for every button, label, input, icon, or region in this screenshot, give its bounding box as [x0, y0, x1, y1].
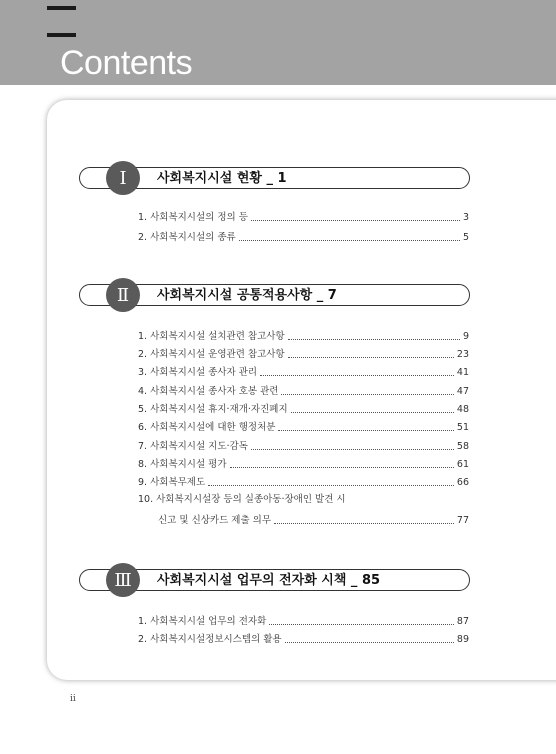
toc-entry-page: 5	[462, 232, 469, 243]
dot-leader	[288, 357, 454, 358]
toc-entry-label: 2. 사회복지시설의 종류	[138, 232, 236, 243]
toc-entry-label: 6. 사회복지시설에 대한 행정처분	[138, 422, 276, 433]
page-title: Contents	[60, 44, 193, 82]
toc-entry[interactable]	[138, 384, 469, 398]
header-bar-top	[47, 6, 76, 10]
toc-entry-label: 9. 사회복무제도	[138, 477, 206, 488]
section-1-title[interactable]: 사회복지시설 현황 _ 1	[157, 171, 287, 186]
toc-entry-label: 7. 사회복지시설 지도·감독	[138, 441, 248, 452]
toc-entry-label[interactable]: 10. 사회복지시설장 등의 실종아동·장애인 발견 시	[138, 494, 346, 505]
page-number: ii	[70, 694, 76, 704]
dot-leader	[285, 642, 454, 643]
toc-entry[interactable]	[138, 420, 469, 434]
dot-leader	[288, 339, 460, 340]
header-bar-bottom	[47, 33, 76, 37]
dot-leader	[269, 624, 454, 625]
dot-leader	[274, 523, 454, 524]
header-band	[0, 0, 556, 85]
dot-leader	[208, 485, 454, 486]
toc-entry[interactable]	[138, 614, 469, 628]
toc-entry[interactable]	[138, 347, 469, 361]
toc-entry-page: 61	[456, 459, 469, 470]
toc-entry-page: 48	[456, 404, 469, 415]
toc-entry-label: 2. 사회복지시설정보시스템의 활용	[138, 634, 282, 645]
toc-entry-label: 5. 사회복지시설 휴지·재개·자진폐지	[138, 404, 288, 415]
dot-leader	[230, 467, 454, 468]
toc-entry-page: 77	[456, 515, 469, 526]
section-3-numeral: Ⅲ	[106, 563, 140, 597]
toc-entry-label: 신고 및 신상카드 제출 의무	[158, 515, 272, 526]
dot-leader	[260, 375, 454, 376]
toc-entry-label: 4. 사회복지시설 종사자 호봉 관련	[138, 386, 279, 397]
dot-leader	[239, 240, 460, 241]
toc-entry-page: 23	[456, 349, 469, 360]
toc-entry-page: 41	[456, 367, 469, 378]
toc-entry-page: 51	[456, 422, 469, 433]
toc-entry-page: 47	[456, 386, 469, 397]
toc-entry[interactable]	[138, 402, 469, 416]
toc-entry-page: 58	[456, 441, 469, 452]
toc-entry[interactable]	[138, 632, 469, 646]
section-1-numeral: Ⅰ	[106, 161, 140, 195]
toc-entry-page: 66	[456, 477, 469, 488]
toc-entry-label: 3. 사회복지시설 종사자 관리	[138, 367, 258, 378]
section-2-numeral: Ⅱ	[106, 278, 140, 312]
toc-entry-page: 3	[462, 212, 469, 223]
dot-leader	[251, 449, 454, 450]
toc-entry-page: 87	[456, 616, 469, 627]
dot-leader	[251, 220, 460, 221]
dot-leader	[291, 412, 454, 413]
toc-entry[interactable]	[138, 329, 469, 343]
toc-entry-page: 89	[456, 634, 469, 645]
toc-entry-page: 9	[462, 331, 469, 342]
toc-entry-label: 2. 사회복지시설 운영관련 참고사항	[138, 349, 285, 360]
toc-entry[interactable]	[138, 230, 469, 244]
toc-entry[interactable]	[138, 475, 469, 489]
toc-entry-label: 1. 사회복지시설 설치관련 참고사항	[138, 331, 285, 342]
section-3-title[interactable]: 사회복지시설 업무의 전자화 시책 _ 85	[157, 573, 381, 588]
toc-entry[interactable]	[138, 210, 469, 224]
section-2-title[interactable]: 사회복지시설 공통적용사항 _ 7	[157, 288, 337, 303]
toc-entry-label: 1. 사회복지시설의 정의 등	[138, 212, 248, 223]
toc-entry-label: 8. 사회복지시설 평가	[138, 459, 227, 470]
toc-entry-label: 1. 사회복지시설 업무의 전자화	[138, 616, 267, 627]
toc-entry[interactable]	[138, 457, 469, 471]
toc-entry[interactable]	[138, 365, 469, 379]
toc-entry[interactable]	[158, 513, 469, 527]
toc-entry[interactable]	[138, 439, 469, 453]
dot-leader	[281, 394, 453, 395]
dot-leader	[278, 430, 453, 431]
